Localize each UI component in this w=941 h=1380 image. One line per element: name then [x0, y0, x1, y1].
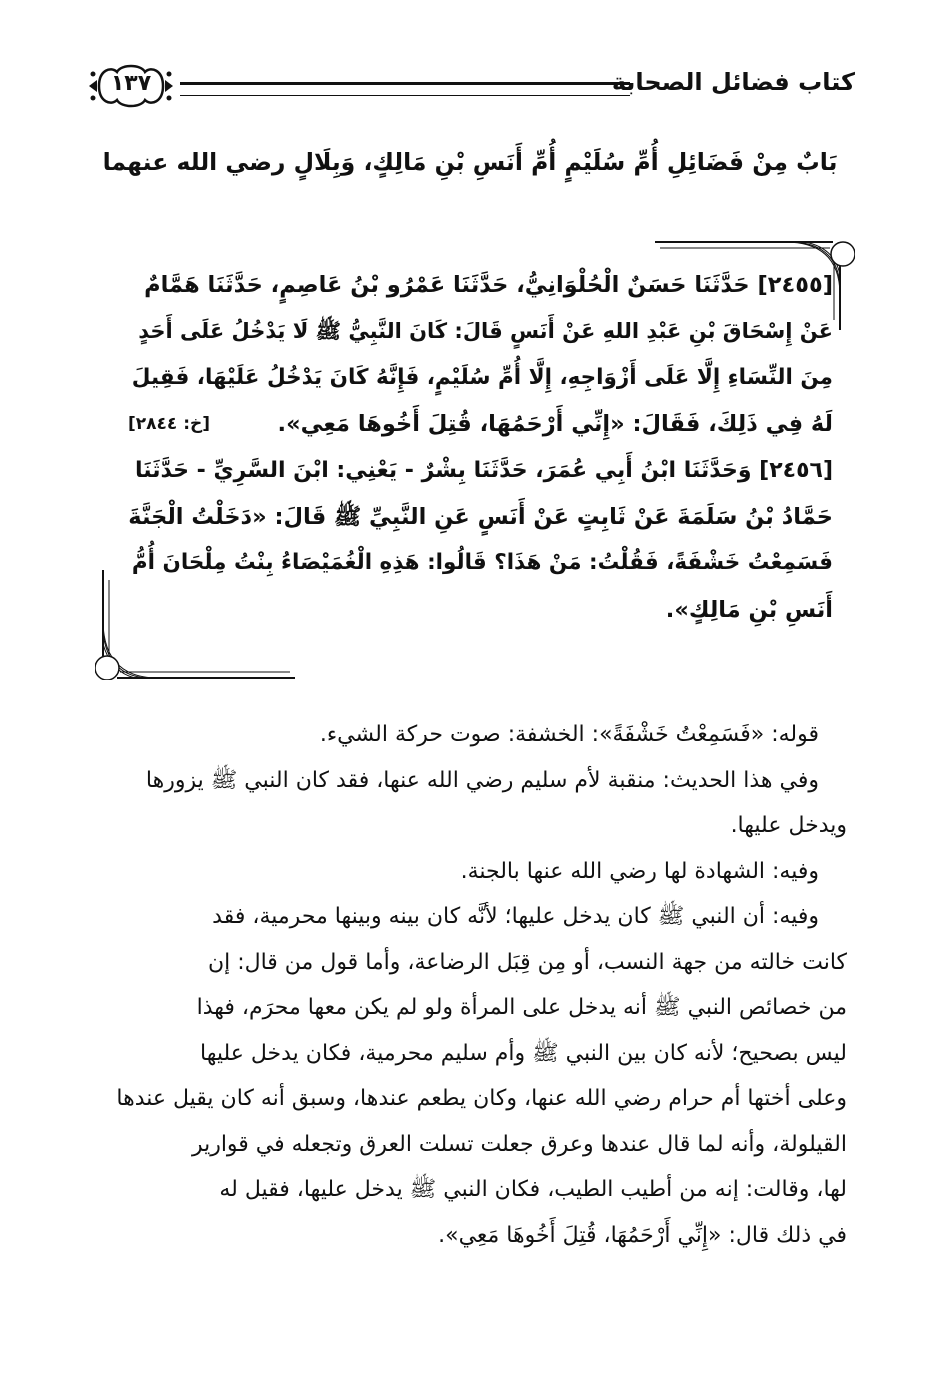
commentary-line: في ذلك قال: «إِنِّي أَرْحَمُهَا، قُتِلَ أَخُوهَا مَعِي».: [438, 1222, 847, 1248]
hadith-line: [٢٤٥٦] وَحَدَّثَنَا ابْنُ أَبِي عُمَرَ، حَدَّثَنَا بِشْرٌ - يَعْنِي: ابْنَ السَّرِيِّ - حَدَّثَنَا: [134, 457, 833, 483]
hadith-text: [128, 262, 833, 633]
book-title: كتاب فضائل الصحابة: [611, 68, 855, 96]
commentary-line: وفيه: أن النبي ﷺ كان يدخل عليها؛ لأنَّه كان بينه وبينها محرمية، فقد: [212, 904, 819, 929]
page-header: [85, 60, 855, 112]
hadith-line: عَنْ إِسْحَاقَ بْنِ عَبْدِ اللهِ عَنْ أَنَسٍ قَالَ: كَانَ النَّبِيُّ ﷺ لَا يَدْخُلُ عَلَى أَحَدٍ: [138, 319, 833, 344]
hadith-line-with-reference: [128, 401, 833, 447]
page-number: ١٣٧: [110, 71, 152, 96]
commentary-line: ليس بصحيح؛ لأنه كان بين النبي ﷺ وأم سليم محرمية، فكان يدخل عليها: [199, 1040, 847, 1066]
commentary-line: وفي هذا الحديث: منقبة لأم سليم رضي الله عنها، فقد كان النبي ﷺ يزورها: [145, 767, 819, 793]
commentary-line: القيلولة، وأنه لما قال عندها وعرق جعلت تسلت العرق وتجعله في قوارير: [191, 1131, 847, 1157]
header-rule: [180, 82, 630, 96]
hadith-line: [٢٤٥٥] حَدَّثَنَا حَسَنٌ الْحُلْوَانِيُّ، حَدَّثَنَا عَمْرُو بْنُ عَاصِمٍ، حَدَّثَنَا هَمَّامٌ: [144, 272, 833, 298]
hadith-line: أَنَسِ بْنِ مَالِكٍ».: [665, 596, 833, 623]
hadith-line: حَمَّادُ بْنُ سَلَمَةَ عَنْ ثَابِتٍ عَنْ أَنَسٍ عَنِ النَّبِيِّ ﷺ قَالَ: «دَخَلْتُ الْجَنَّةَ: [128, 503, 833, 530]
commentary-line: قوله: «فَسَمِعْتُ خَشْفَةً»: الخشفة: صوت حركة الشيء.: [319, 722, 819, 747]
commentary-line: كانت خالته من جهة النسب، أو مِن قِبَل الرضاعة، وأما قول من قال: إن: [207, 949, 847, 975]
page-number-ornament: [85, 60, 177, 112]
hadith-line: فَسَمِعْتُ خَشْفَةً، فَقُلْتُ: مَنْ هَذَا؟ قَالُوا: هَذِهِ الْغُمَيْصَاءُ بِنْتُ مِلْحَانَ أُمُّ: [131, 550, 833, 576]
commentary-line: ويدخل عليها.: [730, 813, 847, 838]
commentary-line: وعلى أختها أم حرام رضي الله عنها، وكان يطعم عندها، وسبق أنه كان يقيل عندها: [116, 1086, 847, 1111]
hadith-line: لَهُ فِي ذَلِكَ، فَقَالَ: «إِنِّي أَرْحَمُهَا، قُتِلَ أَخُوهَا مَعِي».: [277, 411, 833, 438]
hadith-reference: [خ: ٢٨٤٤]: [128, 414, 211, 435]
hadith-line: مِنَ النِّسَاءِ إِلَّا عَلَى أَزْوَاجِهِ، إِلَّا أُمِّ سُلَيْمٍ، فَإِنَّهُ كَانَ يَدْخُلُ عَلَيْهَا، فَقِيلَ: [131, 364, 833, 390]
chapter-title: بَابٌ مِنْ فَضَائِلِ أُمِّ سُلَيْمٍ أُمِّ أَنَسِ بْنِ مَالِكٍ، وَبِلَالٍ رضي الله عنهما: [102, 148, 838, 176]
commentary-line: من خصائص النبي ﷺ أنه يدخل على المرأة ولو لم يكن معها محرَم، فهذا: [196, 995, 847, 1020]
commentary-line: وفيه: الشهادة لها رضي الله عنها بالجنة.: [460, 858, 819, 884]
commentary-text: [112, 712, 847, 1258]
commentary-line: لها، وقالت: إنه من أطيب الطيب، فكان النبي ﷺ يدخل عليها، فقيل له: [219, 1177, 847, 1202]
